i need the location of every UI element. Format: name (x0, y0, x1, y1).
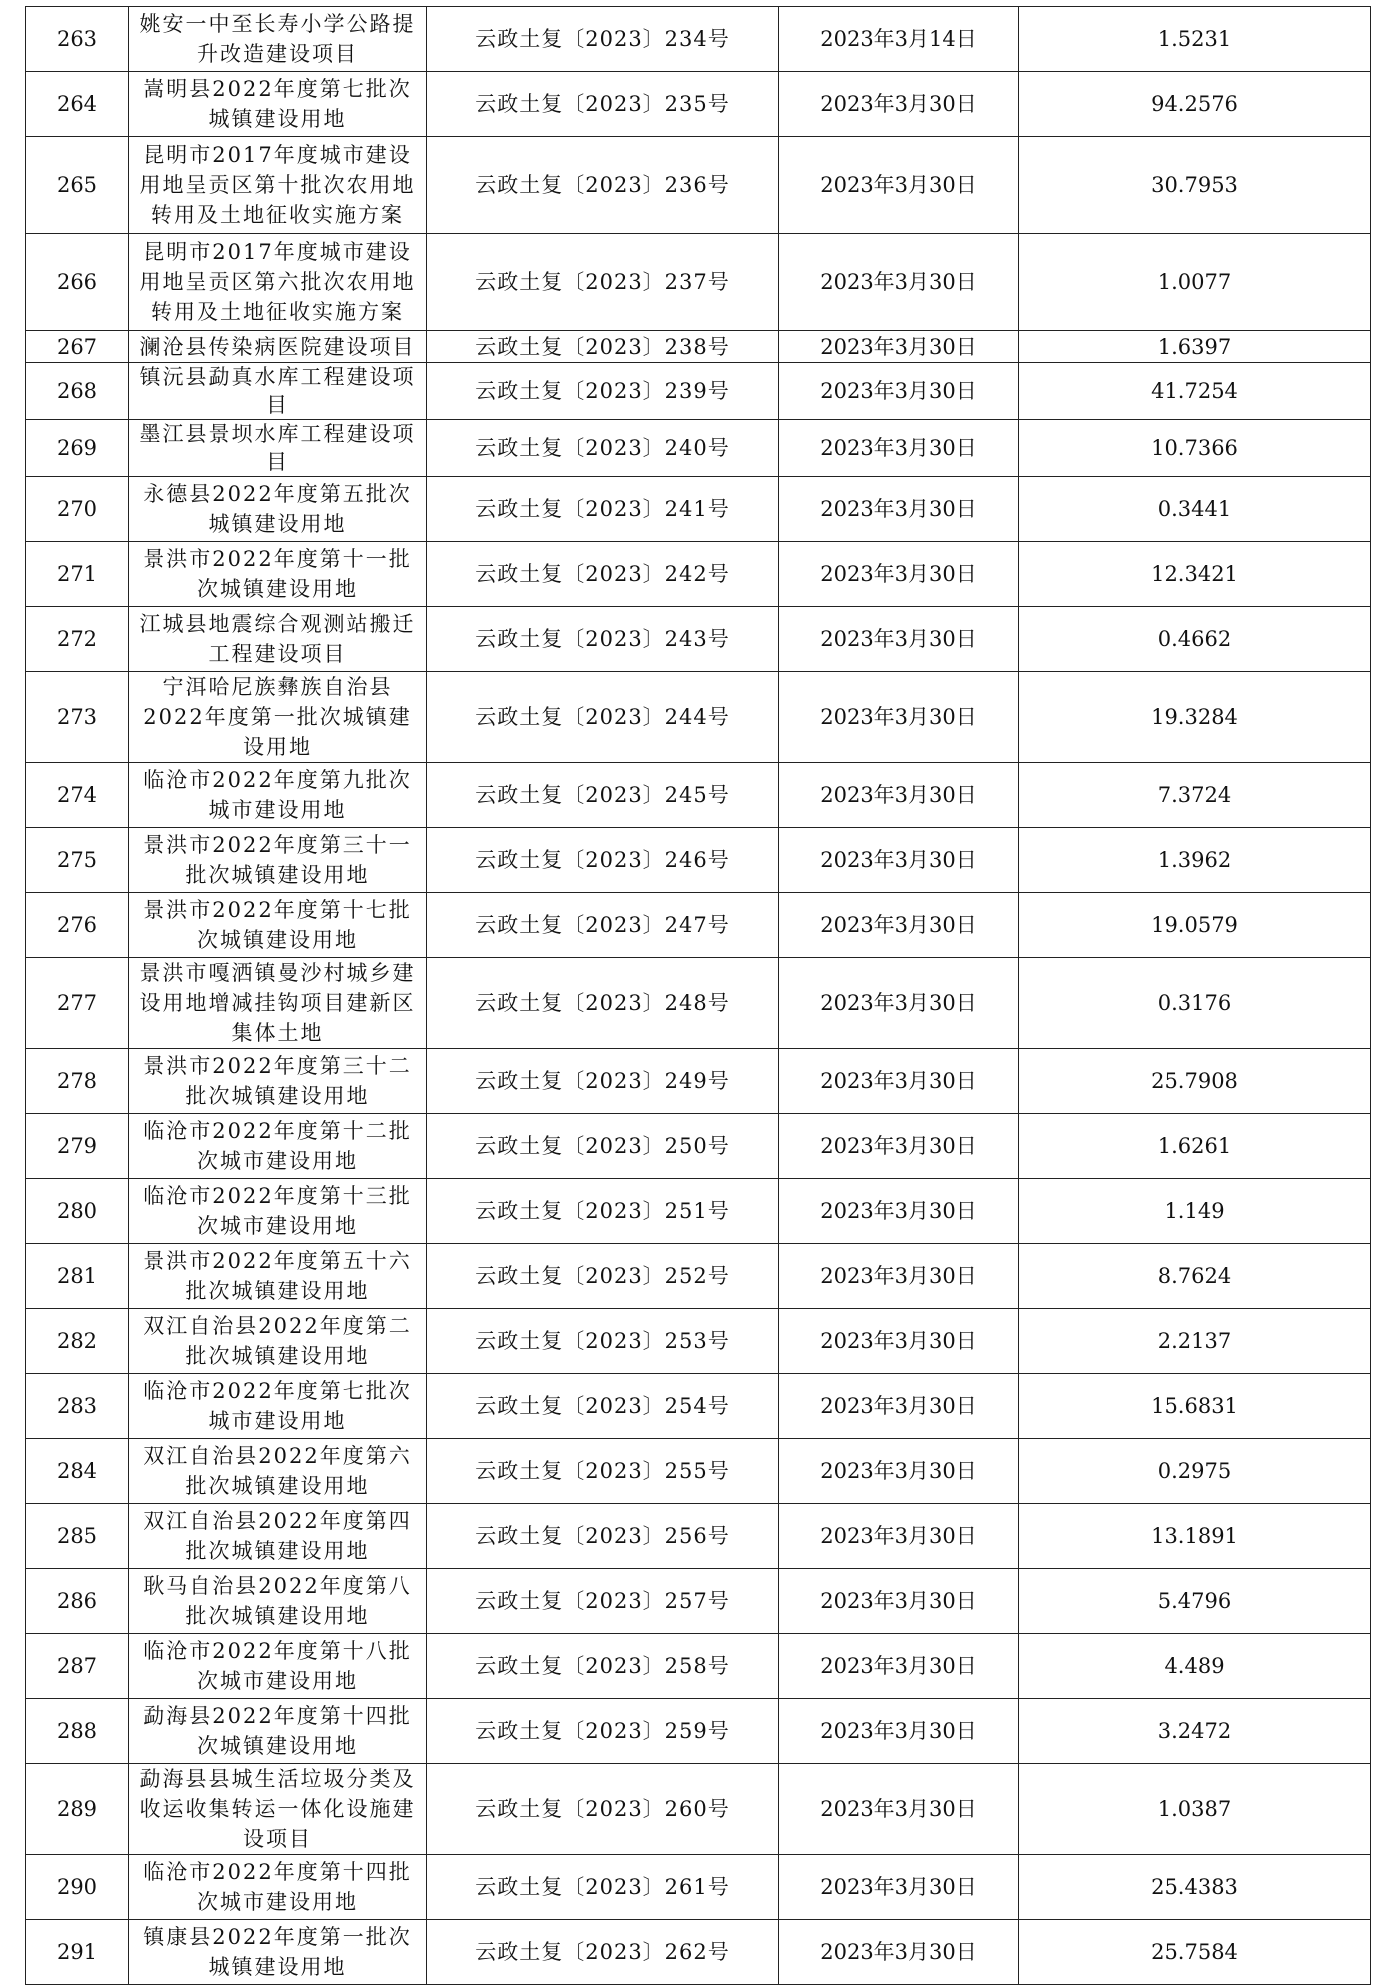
area-cell: 13.1891 (1019, 1504, 1371, 1569)
table-row (26, 234, 1371, 331)
row-number-cell: 276 (26, 893, 129, 958)
table-row (26, 1049, 1371, 1114)
project-name-cell: 临沧市2022年度第十四批次城市建设用地 (129, 1855, 427, 1920)
approval-date-cell: 2023年3月30日 (779, 763, 1019, 828)
area-cell: 25.4383 (1019, 1855, 1371, 1920)
approval-date-cell: 2023年3月30日 (779, 1504, 1019, 1569)
project-name-cell: 宁洱哈尼族彝族自治县2022年度第一批次城镇建设用地 (129, 672, 427, 763)
document-no-cell: 云政土复〔2023〕238号 (427, 331, 779, 363)
project-name-cell: 勐海县县城生活垃圾分类及收运收集转运一体化设施建设项目 (129, 1764, 427, 1855)
project-name-cell: 姚安一中至长寿小学公路提升改造建设项目 (129, 7, 427, 72)
project-name-cell: 临沧市2022年度第九批次城市建设用地 (129, 763, 427, 828)
document-no-cell: 云政土复〔2023〕259号 (427, 1699, 779, 1764)
row-number-cell: 263 (26, 7, 129, 72)
approval-date-cell: 2023年3月30日 (779, 137, 1019, 234)
project-name-cell: 永德县2022年度第五批次城镇建设用地 (129, 477, 427, 542)
table-row (26, 137, 1371, 234)
document-no-cell: 云政土复〔2023〕246号 (427, 828, 779, 893)
row-number-cell: 268 (26, 363, 129, 420)
document-no-cell: 云政土复〔2023〕252号 (427, 1244, 779, 1309)
table-row (26, 1634, 1371, 1699)
table-row (26, 763, 1371, 828)
table-row (26, 1439, 1371, 1504)
approval-date-cell: 2023年3月30日 (779, 1114, 1019, 1179)
approval-date-cell: 2023年3月30日 (779, 1920, 1019, 1985)
document-no-cell: 云政土复〔2023〕250号 (427, 1114, 779, 1179)
table-row (26, 1179, 1371, 1244)
project-name-cell: 江城县地震综合观测站搬迁工程建设项目 (129, 607, 427, 672)
document-no-cell: 云政土复〔2023〕243号 (427, 607, 779, 672)
row-number-cell: 273 (26, 672, 129, 763)
table-row (26, 1855, 1371, 1920)
approval-date-cell: 2023年3月30日 (779, 1634, 1019, 1699)
document-no-cell: 云政土复〔2023〕256号 (427, 1504, 779, 1569)
area-cell: 1.3962 (1019, 828, 1371, 893)
row-number-cell: 267 (26, 331, 129, 363)
approval-date-cell: 2023年3月30日 (779, 234, 1019, 331)
area-cell: 0.3441 (1019, 477, 1371, 542)
project-name-cell: 墨江县景坝水库工程建设项目 (129, 420, 427, 477)
approval-date-cell: 2023年3月30日 (779, 331, 1019, 363)
row-number-cell: 264 (26, 72, 129, 137)
table-row (26, 363, 1371, 420)
project-name-cell: 景洪市2022年度第五十六批次城镇建设用地 (129, 1244, 427, 1309)
approval-date-cell: 2023年3月30日 (779, 477, 1019, 542)
row-number-cell: 271 (26, 542, 129, 607)
approval-date-cell: 2023年3月30日 (779, 828, 1019, 893)
table-row (26, 1374, 1371, 1439)
approval-date-cell: 2023年3月30日 (779, 1855, 1019, 1920)
document-no-cell: 云政土复〔2023〕260号 (427, 1764, 779, 1855)
project-name-cell: 临沧市2022年度第十八批次城市建设用地 (129, 1634, 427, 1699)
document-no-cell: 云政土复〔2023〕258号 (427, 1634, 779, 1699)
approval-date-cell: 2023年3月30日 (779, 1244, 1019, 1309)
document-no-cell: 云政土复〔2023〕237号 (427, 234, 779, 331)
row-number-cell: 272 (26, 607, 129, 672)
area-cell: 8.7624 (1019, 1244, 1371, 1309)
table-row (26, 420, 1371, 477)
approval-date-cell: 2023年3月30日 (779, 607, 1019, 672)
area-cell: 1.149 (1019, 1179, 1371, 1244)
approval-date-cell: 2023年3月30日 (779, 1049, 1019, 1114)
table-row (26, 1569, 1371, 1634)
project-name-cell: 勐海县2022年度第十四批次城镇建设用地 (129, 1699, 427, 1764)
area-cell: 19.0579 (1019, 893, 1371, 958)
project-name-cell: 双江自治县2022年度第四批次城镇建设用地 (129, 1504, 427, 1569)
approval-date-cell: 2023年3月30日 (779, 1764, 1019, 1855)
document-no-cell: 云政土复〔2023〕241号 (427, 477, 779, 542)
area-cell: 7.3724 (1019, 763, 1371, 828)
table-row (26, 331, 1371, 363)
row-number-cell: 265 (26, 137, 129, 234)
document-no-cell: 云政土复〔2023〕242号 (427, 542, 779, 607)
project-name-cell: 景洪市2022年度第十七批次城镇建设用地 (129, 893, 427, 958)
document-no-cell: 云政土复〔2023〕255号 (427, 1439, 779, 1504)
approval-date-cell: 2023年3月30日 (779, 363, 1019, 420)
document-no-cell: 云政土复〔2023〕251号 (427, 1179, 779, 1244)
area-cell: 1.6397 (1019, 331, 1371, 363)
approval-date-cell: 2023年3月30日 (779, 672, 1019, 763)
row-number-cell: 277 (26, 958, 129, 1049)
project-name-cell: 嵩明县2022年度第七批次城镇建设用地 (129, 72, 427, 137)
area-cell: 41.7254 (1019, 363, 1371, 420)
approval-date-cell: 2023年3月30日 (779, 420, 1019, 477)
area-cell: 12.3421 (1019, 542, 1371, 607)
area-cell: 1.0077 (1019, 234, 1371, 331)
table-row (26, 477, 1371, 542)
document-no-cell: 云政土复〔2023〕235号 (427, 72, 779, 137)
document-no-cell: 云政土复〔2023〕254号 (427, 1374, 779, 1439)
area-cell: 19.3284 (1019, 672, 1371, 763)
approval-date-cell: 2023年3月30日 (779, 958, 1019, 1049)
area-cell: 15.6831 (1019, 1374, 1371, 1439)
document-no-cell: 云政土复〔2023〕249号 (427, 1049, 779, 1114)
approval-date-cell: 2023年3月30日 (779, 1309, 1019, 1374)
document-no-cell: 云政土复〔2023〕253号 (427, 1309, 779, 1374)
approval-date-cell: 2023年3月30日 (779, 1439, 1019, 1504)
table-row (26, 958, 1371, 1049)
table-row (26, 1920, 1371, 1985)
row-number-cell: 287 (26, 1634, 129, 1699)
row-number-cell: 281 (26, 1244, 129, 1309)
project-name-cell: 景洪市2022年度第三十二批次城镇建设用地 (129, 1049, 427, 1114)
project-name-cell: 耿马自治县2022年度第八批次城镇建设用地 (129, 1569, 427, 1634)
table-row (26, 7, 1371, 72)
area-cell: 25.7908 (1019, 1049, 1371, 1114)
approval-date-cell: 2023年3月14日 (779, 7, 1019, 72)
document-no-cell: 云政土复〔2023〕239号 (427, 363, 779, 420)
area-cell: 1.5231 (1019, 7, 1371, 72)
area-cell: 1.6261 (1019, 1114, 1371, 1179)
document-no-cell: 云政土复〔2023〕234号 (427, 7, 779, 72)
row-number-cell: 280 (26, 1179, 129, 1244)
table-row (26, 1114, 1371, 1179)
project-name-cell: 镇沅县勐真水库工程建设项目 (129, 363, 427, 420)
area-cell: 30.7953 (1019, 137, 1371, 234)
document-no-cell: 云政土复〔2023〕236号 (427, 137, 779, 234)
document-no-cell: 云政土复〔2023〕244号 (427, 672, 779, 763)
document-no-cell: 云政土复〔2023〕247号 (427, 893, 779, 958)
project-name-cell: 景洪市2022年度第三十一批次城镇建设用地 (129, 828, 427, 893)
project-name-cell: 镇康县2022年度第一批次城镇建设用地 (129, 1920, 427, 1985)
project-name-cell: 昆明市2017年度城市建设用地呈贡区第十批次农用地转用及土地征收实施方案 (129, 137, 427, 234)
table-row (26, 828, 1371, 893)
project-name-cell: 临沧市2022年度第十三批次城市建设用地 (129, 1179, 427, 1244)
table-row (26, 542, 1371, 607)
row-number-cell: 289 (26, 1764, 129, 1855)
row-number-cell: 290 (26, 1855, 129, 1920)
project-name-cell: 澜沧县传染病医院建设项目 (129, 331, 427, 363)
table-body (26, 7, 1371, 1985)
table-row (26, 72, 1371, 137)
table-row (26, 1699, 1371, 1764)
row-number-cell: 286 (26, 1569, 129, 1634)
approval-date-cell: 2023年3月30日 (779, 72, 1019, 137)
row-number-cell: 279 (26, 1114, 129, 1179)
approval-table (25, 6, 1371, 1985)
document-no-cell: 云政土复〔2023〕240号 (427, 420, 779, 477)
row-number-cell: 283 (26, 1374, 129, 1439)
table-row (26, 1309, 1371, 1374)
approval-date-cell: 2023年3月30日 (779, 1374, 1019, 1439)
project-name-cell: 双江自治县2022年度第二批次城镇建设用地 (129, 1309, 427, 1374)
area-cell: 5.4796 (1019, 1569, 1371, 1634)
table-row (26, 672, 1371, 763)
row-number-cell: 266 (26, 234, 129, 331)
area-cell: 94.2576 (1019, 72, 1371, 137)
approval-date-cell: 2023年3月30日 (779, 893, 1019, 958)
area-cell: 4.489 (1019, 1634, 1371, 1699)
row-number-cell: 275 (26, 828, 129, 893)
area-cell: 0.2975 (1019, 1439, 1371, 1504)
row-number-cell: 270 (26, 477, 129, 542)
area-cell: 2.2137 (1019, 1309, 1371, 1374)
document-no-cell: 云政土复〔2023〕261号 (427, 1855, 779, 1920)
project-name-cell: 临沧市2022年度第十二批次城市建设用地 (129, 1114, 427, 1179)
row-number-cell: 291 (26, 1920, 129, 1985)
approval-date-cell: 2023年3月30日 (779, 1569, 1019, 1634)
approval-date-cell: 2023年3月30日 (779, 1699, 1019, 1764)
document-no-cell: 云政土复〔2023〕262号 (427, 1920, 779, 1985)
table-row (26, 1244, 1371, 1309)
row-number-cell: 278 (26, 1049, 129, 1114)
approval-date-cell: 2023年3月30日 (779, 1179, 1019, 1244)
project-name-cell: 临沧市2022年度第七批次城市建设用地 (129, 1374, 427, 1439)
row-number-cell: 285 (26, 1504, 129, 1569)
row-number-cell: 284 (26, 1439, 129, 1504)
table-row (26, 893, 1371, 958)
document-no-cell: 云政土复〔2023〕245号 (427, 763, 779, 828)
row-number-cell: 269 (26, 420, 129, 477)
document-no-cell: 云政土复〔2023〕248号 (427, 958, 779, 1049)
area-cell: 1.0387 (1019, 1764, 1371, 1855)
document-no-cell: 云政土复〔2023〕257号 (427, 1569, 779, 1634)
project-name-cell: 景洪市嘎洒镇曼沙村城乡建设用地增减挂钩项目建新区集体土地 (129, 958, 427, 1049)
area-cell: 0.4662 (1019, 607, 1371, 672)
table-row (26, 607, 1371, 672)
area-cell: 3.2472 (1019, 1699, 1371, 1764)
table-row (26, 1764, 1371, 1855)
row-number-cell: 288 (26, 1699, 129, 1764)
row-number-cell: 274 (26, 763, 129, 828)
project-name-cell: 景洪市2022年度第十一批次城镇建设用地 (129, 542, 427, 607)
area-cell: 0.3176 (1019, 958, 1371, 1049)
area-cell: 10.7366 (1019, 420, 1371, 477)
row-number-cell: 282 (26, 1309, 129, 1374)
area-cell: 25.7584 (1019, 1920, 1371, 1985)
project-name-cell: 昆明市2017年度城市建设用地呈贡区第六批次农用地转用及土地征收实施方案 (129, 234, 427, 331)
approval-date-cell: 2023年3月30日 (779, 542, 1019, 607)
project-name-cell: 双江自治县2022年度第六批次城镇建设用地 (129, 1439, 427, 1504)
table-row (26, 1504, 1371, 1569)
